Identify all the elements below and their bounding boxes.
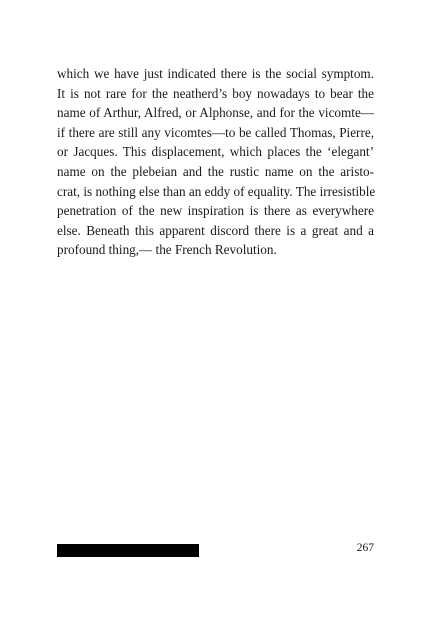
text-line: name on the plebeian and the rustic name on the aristo- xyxy=(57,163,374,179)
text-line: or Jacques. This displacement, which places the ‘elegant’ xyxy=(57,144,374,160)
text-line: which we have just indicated there is the social symptom. xyxy=(57,66,374,81)
text-line: crat, is nothing else than an eddy of equality. The irresistible xyxy=(57,183,376,199)
text-line: if there are still any vicomtes—to be called Thomas, Pierre, xyxy=(57,124,374,140)
text-line: It is not rare for the neatherd’s boy nowadays to bear the xyxy=(57,85,374,101)
text-line: penetration of the new inspiration is there as everywhere xyxy=(57,203,374,219)
page-number: 267 xyxy=(356,542,374,554)
text-line: profound thing,— the French Revolution. xyxy=(57,242,277,258)
redaction-bar xyxy=(57,544,199,557)
text-line: name of Arthur, Alfred, or Alphonse, and for the vicomte— xyxy=(57,105,374,121)
text-line: else. Beneath this apparent discord there is a great and a xyxy=(57,222,374,238)
body-paragraph xyxy=(57,64,374,260)
